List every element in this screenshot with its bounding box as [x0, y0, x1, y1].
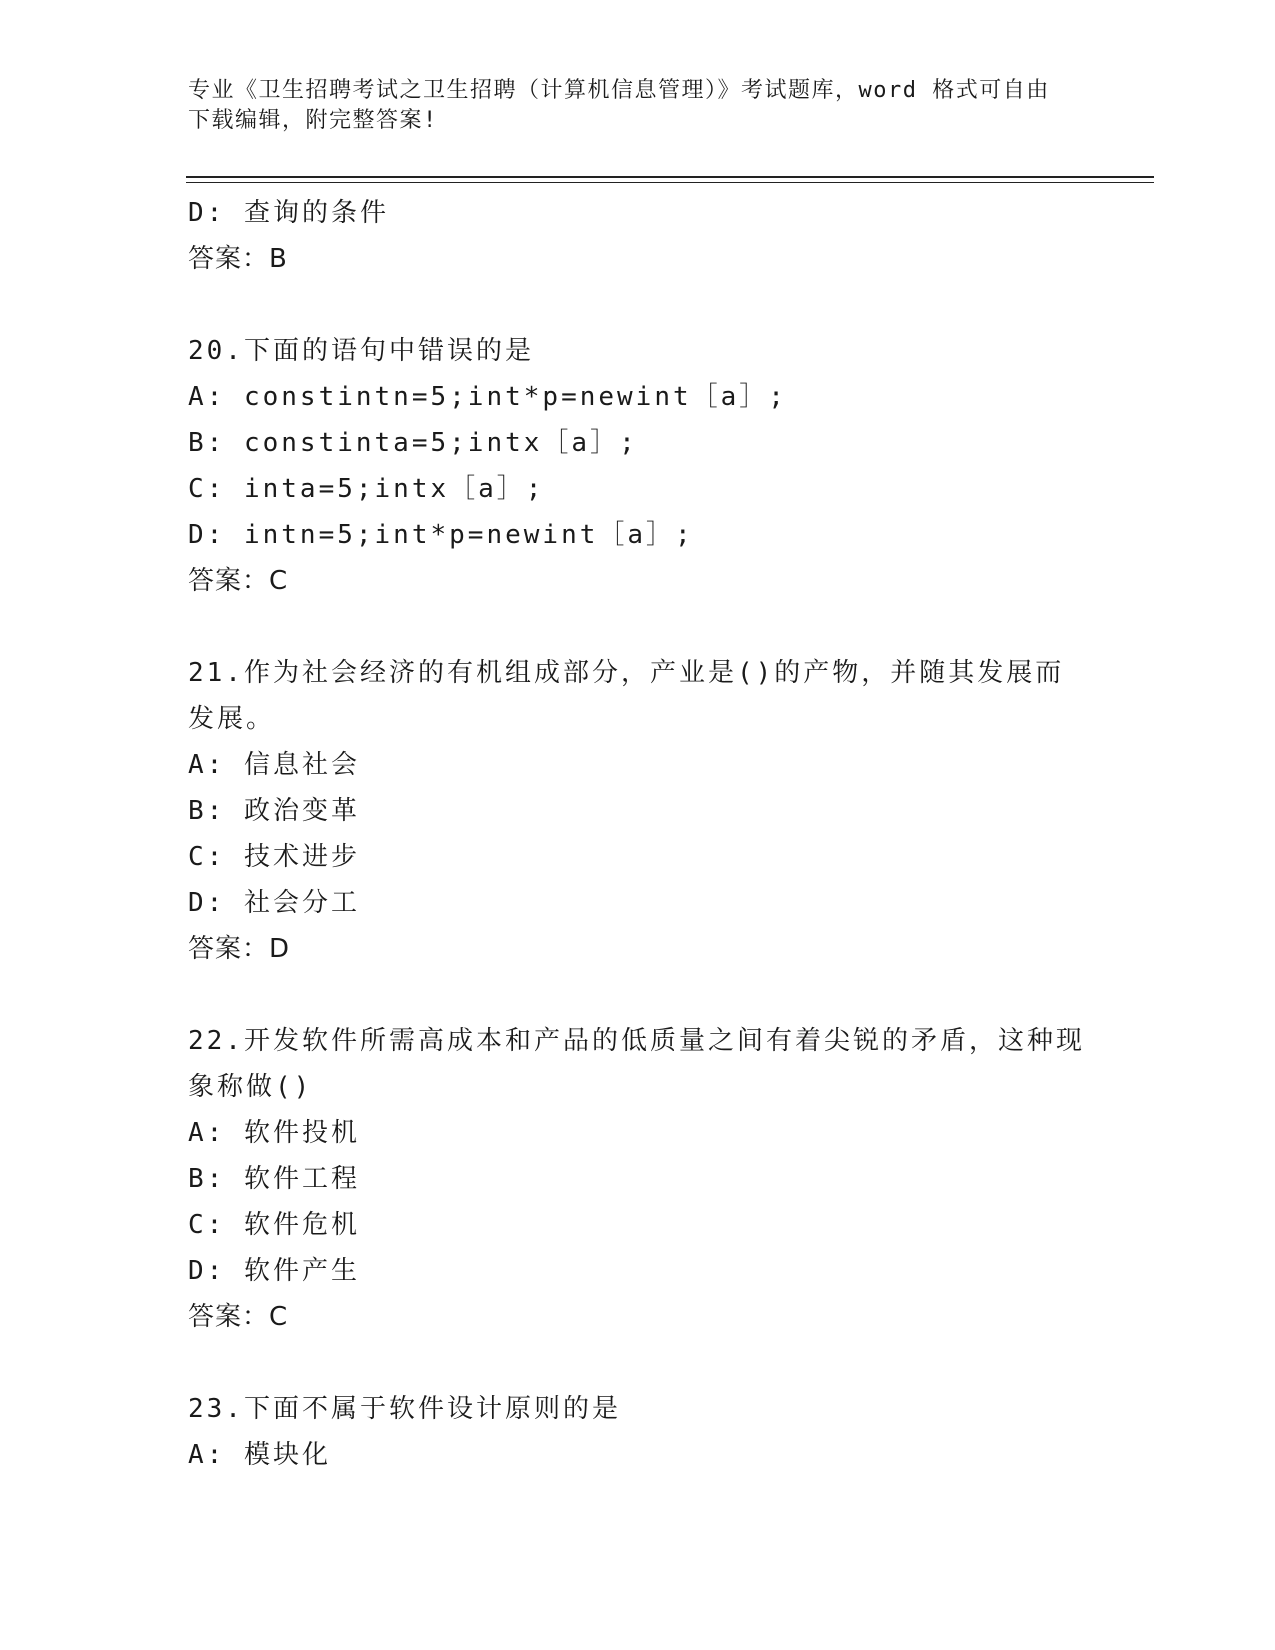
- answer-line: 答案：D: [188, 934, 291, 964]
- option-a: A: 模块化: [188, 1440, 331, 1470]
- header-text: 专业《卫生招聘考试之卫生招聘（计算机信息管理）》考试题库，word 格式可自由下载编辑，附完整答案!: [188, 78, 1050, 133]
- option-b: B: 政治变革: [188, 796, 360, 826]
- header-divider-thin: [186, 182, 1154, 183]
- document-header: [188, 76, 1068, 136]
- question-stem-20: 20.下面的语句中错误的是: [188, 336, 534, 366]
- option-d: D: 社会分工: [188, 888, 360, 918]
- option-d: D: 查询的条件: [188, 198, 389, 228]
- option-c: C: 技术进步: [188, 842, 360, 872]
- answer-line: 答案：B: [188, 244, 288, 274]
- answer-line: 答案：C: [188, 566, 289, 596]
- option-a: A: 软件投机: [188, 1118, 360, 1148]
- option-d: D: intn=5;int*p=newint［a］;: [188, 520, 694, 550]
- option-b: B: 软件工程: [188, 1164, 360, 1194]
- answer-line: 答案：C: [188, 1302, 289, 1332]
- option-b: B: constinta=5;intx［a］;: [188, 428, 638, 458]
- question-stem-22: 22.开发软件所需高成本和产品的低质量之间有着尖锐的矛盾，这种现象称做(): [188, 1026, 1085, 1102]
- option-c: C: inta=5;intx［a］;: [188, 474, 545, 504]
- question-stem-21: 21.作为社会经济的有机组成部分，产业是()的产物，并随其发展而发展。: [188, 658, 1065, 734]
- header-divider-thick: [186, 176, 1154, 178]
- option-a: A: 信息社会: [188, 750, 360, 780]
- question-content: [188, 190, 1088, 1478]
- option-d: D: 软件产生: [188, 1256, 360, 1286]
- option-c: C: 软件危机: [188, 1210, 360, 1240]
- question-stem-23: 23.下面不属于软件设计原则的是: [188, 1394, 621, 1424]
- option-a: A: constintn=5;int*p=newint［a］;: [188, 382, 787, 412]
